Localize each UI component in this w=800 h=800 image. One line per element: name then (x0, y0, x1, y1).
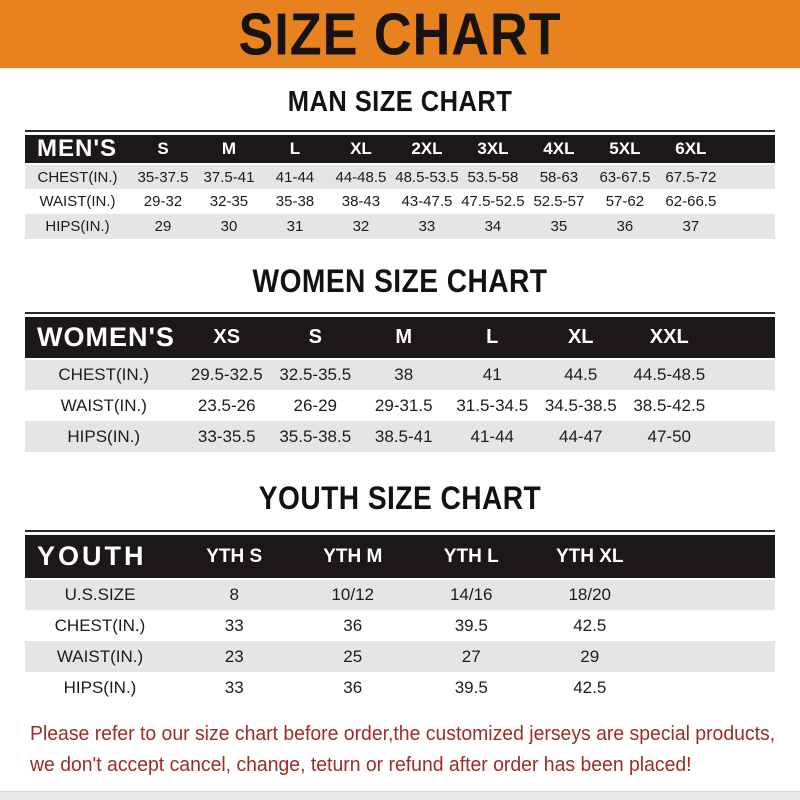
disclaimer-line-2: we don't accept cancel, change, teturn or refund after order has been placed! (30, 754, 692, 776)
size-value-cell: 35.5-38.5 (271, 421, 360, 452)
column-header: XL (328, 135, 394, 164)
banner (0, 0, 800, 70)
size-value-cell: 38.5-41 (360, 421, 449, 452)
men-section-heading: MAN SIZE CHART (287, 86, 513, 118)
size-value-cell: 37.5-41 (196, 164, 262, 189)
size-value-cell: 26-29 (271, 390, 360, 421)
size-value-cell: 41-44 (262, 164, 328, 189)
spacer-cell (649, 535, 775, 579)
size-value-cell: 38-43 (328, 189, 394, 214)
table-row (25, 359, 775, 390)
size-value-cell: 57-62 (592, 189, 658, 214)
size-value-cell: 41 (448, 359, 537, 390)
column-header: M (196, 135, 262, 164)
size-value-cell: 37 (658, 214, 724, 239)
size-value-cell: 27 (412, 641, 531, 672)
row-label: CHEST(IN.) (25, 164, 130, 189)
table-row (25, 579, 775, 610)
table-header-row (25, 317, 775, 359)
size-value-cell: 29-32 (130, 189, 196, 214)
size-value-cell: 44-48.5 (328, 164, 394, 189)
table-header-row (25, 535, 775, 579)
size-value-cell: 53.5-58 (460, 164, 526, 189)
size-value-cell: 41-44 (448, 421, 537, 452)
size-value-cell: 29 (130, 214, 196, 239)
men-size-table (25, 135, 775, 239)
column-header: S (271, 317, 360, 359)
size-value-cell: 39.5 (412, 672, 531, 703)
youth-section-heading: YOUTH SIZE CHART (258, 480, 542, 516)
size-value-cell: 36 (592, 214, 658, 239)
section-women (0, 263, 800, 452)
spacer-cell (714, 317, 776, 359)
table-header-row (25, 135, 775, 164)
size-value-cell: 39.5 (412, 610, 531, 641)
column-header: XS (183, 317, 272, 359)
size-value-cell: 44.5 (537, 359, 626, 390)
table-row (25, 164, 775, 189)
spacer-cell (649, 610, 775, 641)
size-value-cell: 23.5-26 (183, 390, 272, 421)
size-value-cell: 36 (294, 610, 413, 641)
column-header: L (448, 317, 537, 359)
spacer-cell (714, 359, 776, 390)
row-label: HIPS(IN.) (25, 421, 183, 452)
table-header-label: WOMEN'S (25, 317, 183, 359)
size-value-cell: 29.5-32.5 (183, 359, 272, 390)
size-value-cell: 34 (460, 214, 526, 239)
row-label: WAIST(IN.) (25, 390, 183, 421)
spacer-cell (714, 390, 776, 421)
size-value-cell: 32.5-35.5 (271, 359, 360, 390)
table-row (25, 189, 775, 214)
column-header: YTH L (412, 535, 531, 579)
column-header: S (130, 135, 196, 164)
table-row (25, 390, 775, 421)
row-label: HIPS(IN.) (25, 672, 175, 703)
size-value-cell: 33 (175, 672, 294, 703)
size-value-cell: 62-66.5 (658, 189, 724, 214)
table-row (25, 214, 775, 239)
size-value-cell: 58-63 (526, 164, 592, 189)
table-row (25, 641, 775, 672)
size-value-cell: 52.5-57 (526, 189, 592, 214)
row-label: CHEST(IN.) (25, 359, 183, 390)
column-header: 2XL (394, 135, 460, 164)
table-header-label: MEN'S (25, 135, 130, 164)
size-value-cell: 32-35 (196, 189, 262, 214)
size-value-cell: 44.5-48.5 (625, 359, 714, 390)
size-value-cell: 29 (531, 641, 650, 672)
column-header: 6XL (658, 135, 724, 164)
size-value-cell: 47-50 (625, 421, 714, 452)
spacer-cell (649, 672, 775, 703)
disclaimer (30, 719, 777, 781)
youth-size-table (25, 535, 775, 703)
size-value-cell: 35-38 (262, 189, 328, 214)
size-value-cell: 47.5-52.5 (460, 189, 526, 214)
table-header-label: YOUTH (25, 535, 175, 579)
size-value-cell: 38 (360, 359, 449, 390)
row-label: CHEST(IN.) (25, 610, 175, 641)
spacer-cell (724, 135, 775, 164)
size-value-cell: 38.5-42.5 (625, 390, 714, 421)
column-header: XL (537, 317, 626, 359)
size-value-cell: 35-37.5 (130, 164, 196, 189)
column-header: XXL (625, 317, 714, 359)
size-value-cell: 10/12 (294, 579, 413, 610)
table-row (25, 610, 775, 641)
content (0, 86, 800, 703)
column-header: YTH XL (531, 535, 650, 579)
table-row (25, 672, 775, 703)
size-value-cell: 42.5 (531, 610, 650, 641)
spacer-cell (724, 164, 775, 189)
table-row (25, 421, 775, 452)
column-header: 3XL (460, 135, 526, 164)
size-value-cell: 8 (175, 579, 294, 610)
size-value-cell: 30 (196, 214, 262, 239)
size-value-cell: 36 (294, 672, 413, 703)
spacer-cell (714, 421, 776, 452)
section-men (0, 86, 800, 239)
spacer-cell (724, 214, 775, 239)
women-section-heading: WOMEN SIZE CHART (252, 263, 548, 299)
size-value-cell: 34.5-38.5 (537, 390, 626, 421)
column-header: 5XL (592, 135, 658, 164)
page-title: SIZE CHART (238, 0, 562, 67)
size-value-cell: 67.5-72 (658, 164, 724, 189)
disclaimer-line-1: Please refer to our size chart before order,the customized jerseys are special products, (30, 723, 776, 745)
size-value-cell: 31 (262, 214, 328, 239)
bottom-strip (0, 791, 800, 800)
column-header: 4XL (526, 135, 592, 164)
row-label: HIPS(IN.) (25, 214, 130, 239)
size-value-cell: 33 (394, 214, 460, 239)
section-youth (0, 480, 800, 703)
size-value-cell: 23 (175, 641, 294, 672)
size-value-cell: 31.5-34.5 (448, 390, 537, 421)
size-value-cell: 32 (328, 214, 394, 239)
row-label: WAIST(IN.) (25, 189, 130, 214)
column-header: YTH S (175, 535, 294, 579)
column-header: YTH M (294, 535, 413, 579)
youth-table-wrap (25, 530, 775, 703)
size-value-cell: 14/16 (412, 579, 531, 610)
size-value-cell: 25 (294, 641, 413, 672)
spacer-cell (724, 189, 775, 214)
spacer-cell (649, 641, 775, 672)
size-value-cell: 48.5-53.5 (394, 164, 460, 189)
row-label: U.S.SIZE (25, 579, 175, 610)
size-value-cell: 29-31.5 (360, 390, 449, 421)
column-header: M (360, 317, 449, 359)
column-header: L (262, 135, 328, 164)
size-value-cell: 18/20 (531, 579, 650, 610)
size-value-cell: 33 (175, 610, 294, 641)
men-table-wrap (25, 130, 775, 239)
size-value-cell: 42.5 (531, 672, 650, 703)
row-label: WAIST(IN.) (25, 641, 175, 672)
women-table-wrap (25, 312, 775, 452)
size-value-cell: 43-47.5 (394, 189, 460, 214)
spacer-cell (649, 579, 775, 610)
size-value-cell: 63-67.5 (592, 164, 658, 189)
women-size-table (25, 317, 775, 452)
size-value-cell: 44-47 (537, 421, 626, 452)
size-value-cell: 33-35.5 (183, 421, 272, 452)
size-value-cell: 35 (526, 214, 592, 239)
